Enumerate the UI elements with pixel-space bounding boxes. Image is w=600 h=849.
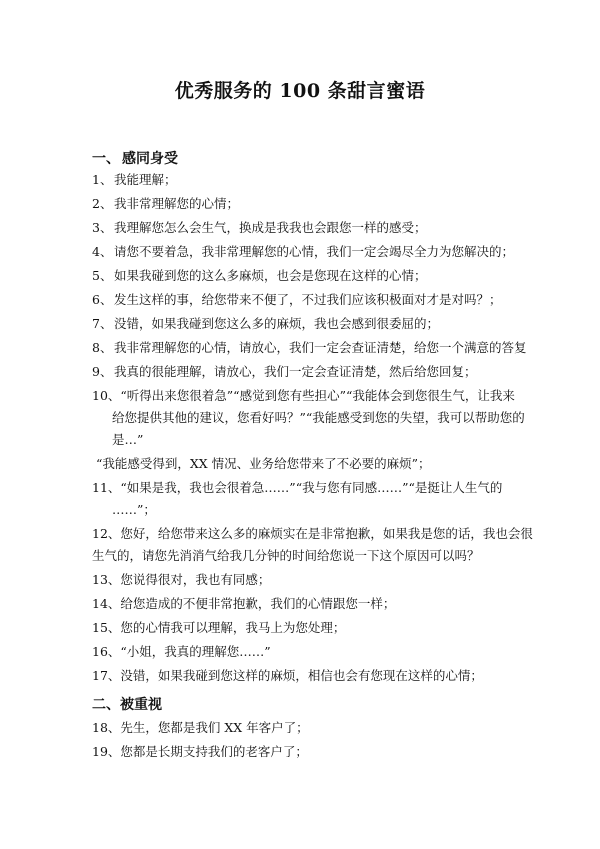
list-item: 11、“如果是我，我也会很着急……”“我与您有同感……”“是挺让人生气的: [92, 480, 503, 495]
list-item: 4、 请您不要着急，我非常理解您的心情，我们一定会竭尽全力为您解决的；: [92, 244, 515, 259]
list-item: 8、 我非常理解您的心情，请放心，我们一定会查证清楚，给您一个满意的答复: [92, 340, 527, 355]
list-item: 12、您好，给您带来这么多的麻烦实在是非常抱歉，如果我是您的话，我也会很: [92, 526, 533, 541]
list-item: 17、没错，如果我碰到您这样的麻烦，相信也会有您现在这样的心情；: [92, 668, 483, 683]
list-item-continuation: 给您提供其他的建议，您看好吗？”“我能感受到您的失望，我可以帮助您的: [112, 410, 525, 425]
list-item: 6、 发生这样的事，给您带来不便了，不过我们应该积极面对才是对吗？；: [92, 292, 502, 307]
list-item-continuation: ……”；: [112, 502, 156, 517]
list-item: 5、 如果我碰到您的这么多麻烦，也会是您现在这样的心情；: [92, 268, 427, 283]
page-title: 优秀服务的 100 条甜言蜜语: [174, 80, 426, 102]
list-item: 13、您说得很对，我也有同感；: [92, 572, 271, 587]
section-title: 被重视: [120, 697, 162, 713]
list-item: 3、 我理解您怎么会生气，换成是我我也会跟您一样的感受；: [92, 220, 427, 235]
list-item: 10、“听得出来您很着急”“感觉到您有些担心”“我能体会到您很生气，让我来: [92, 388, 515, 403]
list-item: 7、 没错，如果我碰到您这么多的麻烦，我也会感到很委屈的；: [92, 316, 440, 331]
list-item: 9、 我真的很能理解，请放心，我们一定会查证清楚，然后给您回复；: [92, 364, 477, 379]
section-number: 一、: [92, 151, 120, 167]
list-item: 19、您都是长期支持我们的老客户了；: [92, 744, 308, 759]
section-number: 二、: [92, 697, 120, 713]
list-item: 15、您的心情我可以理解，我马上为您处理；: [92, 620, 346, 635]
list-item: 16、“小姐，我真的理解您……”: [92, 644, 271, 659]
list-item-continuation: 生气的，请您先消消气给我几分钟的时间给您说一下这个原因可以吗？: [92, 548, 480, 563]
section-heading-2: [92, 694, 162, 714]
section-title: 感同身受: [122, 151, 178, 167]
list-item: 2、 我非常理解您的心情；: [92, 196, 240, 211]
list-item: 14、给您造成的不便非常抱歉，我们的心情跟您一样；: [92, 596, 396, 611]
list-item-continuation: 是…”: [112, 432, 144, 447]
list-item: 1、 我能理解；: [92, 172, 177, 187]
list-item-continuation: “我能感受得到，XX 情况、业务给您带来了不必要的麻烦”；: [96, 456, 431, 471]
section-heading-1: [92, 148, 178, 168]
list-item: 18、先生，您都是我们 XX 年客户了；: [92, 720, 309, 735]
